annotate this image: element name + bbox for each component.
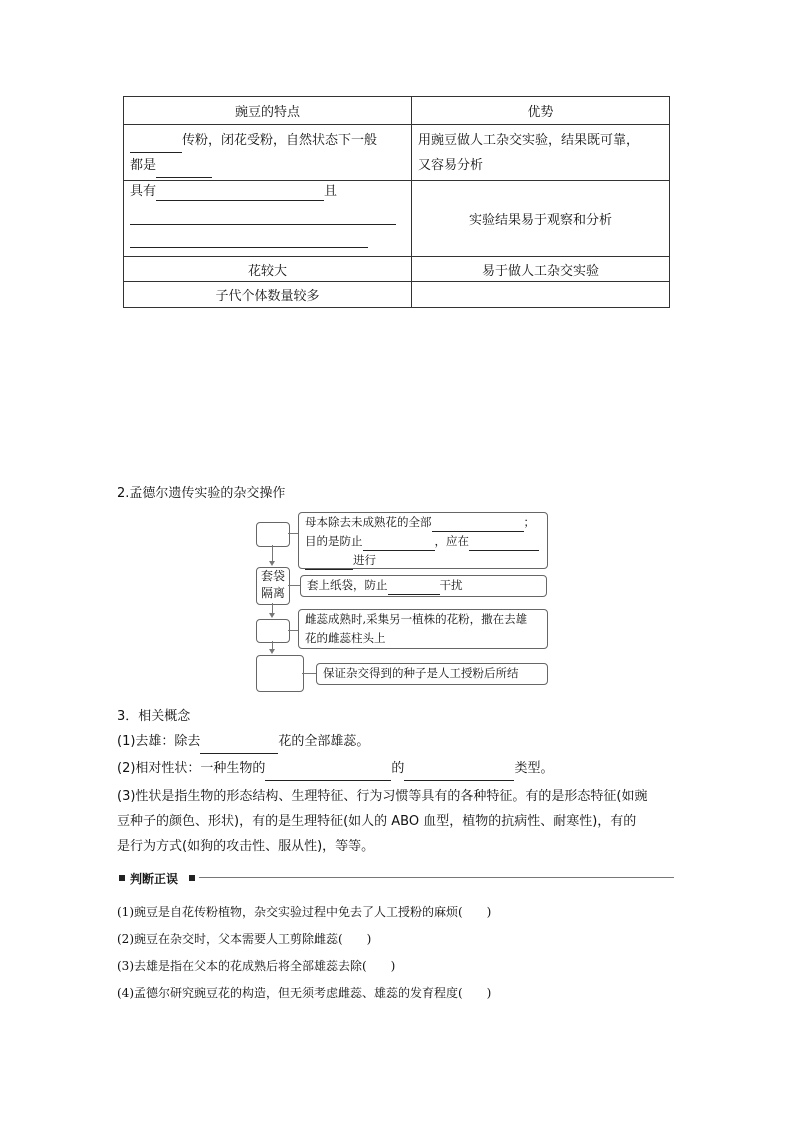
step1-blank-box[interactable] (256, 522, 290, 547)
item3-line-3: 是行为方式(如狗的攻击性、服从性)，等等。 (117, 839, 375, 854)
step4-blank-box[interactable] (256, 655, 304, 692)
arrow-down-icon (269, 649, 275, 654)
fill-blank[interactable] (432, 519, 524, 532)
concept-item-3 (117, 784, 648, 859)
desc1-text-b: 目的是防止 (305, 534, 363, 548)
fill-blank[interactable] (265, 767, 391, 781)
connector (288, 630, 298, 631)
judge-item-1: (1)豌豆是自花传粉植物，杂交实验过程中免去了人工授粉的麻烦( ) (117, 905, 492, 919)
item2-text-b: 的 (391, 761, 405, 776)
connector (288, 533, 298, 534)
desc2-text-b: 干扰 (439, 578, 463, 592)
judge-item-2: (2)豌豆在杂交时，父本需要人工剪除雌蕊( ) (117, 932, 372, 946)
concept-item-2 (117, 756, 553, 781)
arrow-down-icon (269, 561, 275, 566)
row4-advantage (412, 282, 670, 308)
section2-title: 2.孟德尔遗传实验的杂交操作 (117, 486, 286, 501)
judge-title: 判断正误 (130, 872, 179, 886)
step4-desc: 保证杂交得到的种子是人工授粉后所结 (316, 663, 548, 685)
fill-line[interactable] (130, 247, 368, 248)
step3-desc (298, 609, 548, 649)
desc2-text: 套上纸袋，防止 (307, 578, 388, 592)
divider (199, 877, 674, 878)
step2-label-a: 套袋 (260, 569, 285, 583)
judge-item-4: (4)孟德尔研究豌豆花的构造，但无须考虑雌蕊、雄蕊的发育程度( ) (117, 986, 492, 1000)
row1-feature-text-b: 都是 (130, 157, 157, 173)
connector (272, 603, 273, 613)
fill-blank[interactable] (469, 538, 539, 551)
section3-title: 3．相关概念 (117, 709, 191, 724)
row2-feature (124, 181, 412, 257)
desc1-text-b-mid: ，应在 (434, 534, 469, 548)
fill-blank[interactable] (388, 582, 440, 595)
row3-feature: 花较大 (124, 257, 412, 282)
row1-advantage-text-b: 又容易分析 (418, 157, 484, 173)
row1-feature-text: 传粉，闭花受粉，自然状态下一般 (182, 132, 378, 148)
connector (272, 641, 273, 649)
fill-blank[interactable] (156, 187, 324, 201)
desc3-text: 雌蕊成熟时,采集另一植株的花粉，撒在去雄 (305, 612, 528, 626)
item1-text: (1)去雄：除去 (117, 734, 201, 749)
fill-blank[interactable] (404, 767, 514, 781)
fill-line[interactable] (130, 224, 396, 225)
desc3-text-b: 花的雌蕊柱头上 (305, 631, 386, 645)
row2-feature-text: 具有 (130, 184, 157, 199)
fill-blank[interactable] (200, 740, 278, 754)
step3-blank-box[interactable] (256, 619, 290, 643)
row4-feature: 子代个体数量较多 (124, 282, 412, 308)
item1-text-b: 花的全部雄蕊。 (278, 734, 370, 749)
step2-box (256, 567, 290, 605)
connector (288, 585, 300, 586)
desc1-text-c: 进行 (353, 553, 376, 567)
fill-blank[interactable] (363, 538, 435, 551)
row1-feature (124, 125, 412, 181)
header-advantage: 优势 (412, 97, 670, 125)
step2-label-b: 隔离 (260, 586, 285, 600)
connector (302, 673, 316, 674)
fill-blank[interactable] (305, 557, 353, 570)
item3-line-2: 豆种子的颜色、形状)，有的是生理特征(如人的 ABO 血型，植物的抗病性、耐寒性)，有的 (117, 814, 637, 829)
fill-blank[interactable] (130, 139, 182, 153)
step1-desc (298, 512, 548, 569)
item2-text-c: 类型。 (514, 761, 554, 776)
concept-item-1 (117, 729, 369, 754)
row2-feature-text-b: 且 (324, 184, 338, 199)
judge-item-3: (3)去雄是指在父本的花成熟后将全部雄蕊去除( ) (117, 959, 396, 973)
desc1-text-end: ； (523, 515, 535, 529)
step2-desc (300, 575, 547, 597)
arrow-down-icon (269, 613, 275, 618)
header-feature: 豌豆的特点 (124, 97, 412, 125)
fill-blank[interactable] (156, 164, 212, 178)
row3-advantage: 易于做人工杂交实验 (412, 257, 670, 282)
connector (272, 545, 273, 561)
row1-advantage (412, 125, 670, 181)
pea-feature-table (123, 96, 670, 308)
item2-text: (2)相对性状：一种生物的 (117, 761, 266, 776)
item3-line-1: (3)性状是指生物的形态结构、生理特征、行为习惯等具有的各种特征。有的是形态特征(如豌 (117, 789, 648, 804)
desc1-text: 母本除去未成熟花的全部 (305, 515, 432, 529)
row1-advantage-text: 用豌豆做人工杂交实验，结果既可靠， (418, 132, 640, 148)
judge-header (117, 871, 674, 885)
row2-advantage: 实验结果易于观察和分析 (412, 181, 670, 257)
square-bullet-icon (119, 875, 125, 881)
square-bullet-icon (189, 875, 195, 881)
